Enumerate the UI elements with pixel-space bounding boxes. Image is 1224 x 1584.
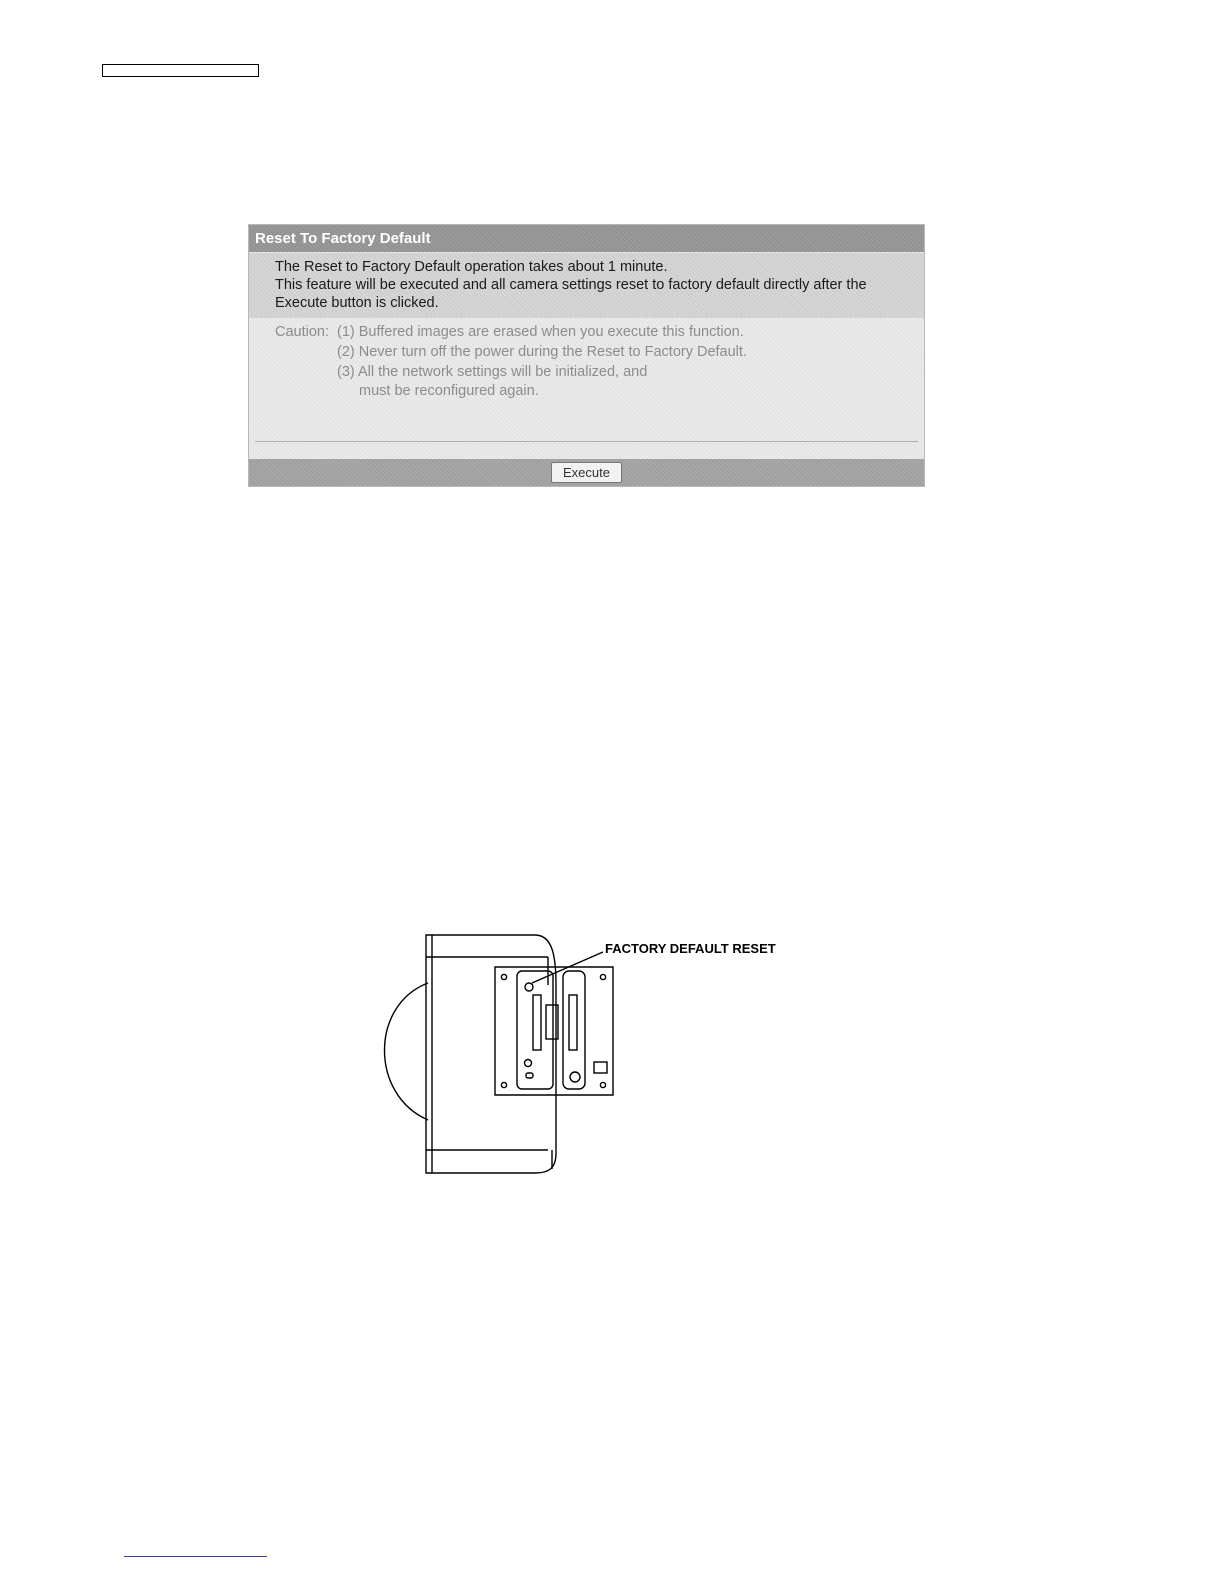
camera-side-view-illustration: [370, 925, 630, 1180]
info-line: The Reset to Factory Default operation takes about 1 minute.: [275, 259, 668, 275]
panel-title: Reset To Factory Default: [249, 225, 924, 252]
caution-item: (1) Buffered images are erased when you execute this function.: [337, 324, 744, 340]
header-box: [102, 64, 259, 77]
caution-item: must be reconfigured again.: [359, 383, 539, 399]
info-line: This feature will be executed and all camera settings reset to factory default directly after the: [275, 277, 867, 293]
footer-link-underline: [124, 1556, 267, 1557]
caution-item: (2) Never turn off the power during the Reset to Factory Default.: [337, 344, 747, 360]
reset-factory-default-panel: [248, 224, 925, 487]
execute-button[interactable]: Execute: [551, 462, 622, 483]
mount-plate: [495, 967, 613, 1095]
caution-label: Caution:: [275, 324, 330, 340]
info-line: Execute button is clicked.: [275, 295, 439, 311]
factory-reset-hole: [525, 983, 533, 991]
factory-default-reset-label: FACTORY DEFAULT RESET: [605, 941, 776, 956]
caution-item: (3) All the network settings will be initialized, and: [337, 364, 648, 380]
divider: [255, 441, 918, 442]
footer-bar: [249, 459, 924, 486]
camera-dome: [385, 983, 429, 1120]
info-block: [249, 253, 924, 318]
